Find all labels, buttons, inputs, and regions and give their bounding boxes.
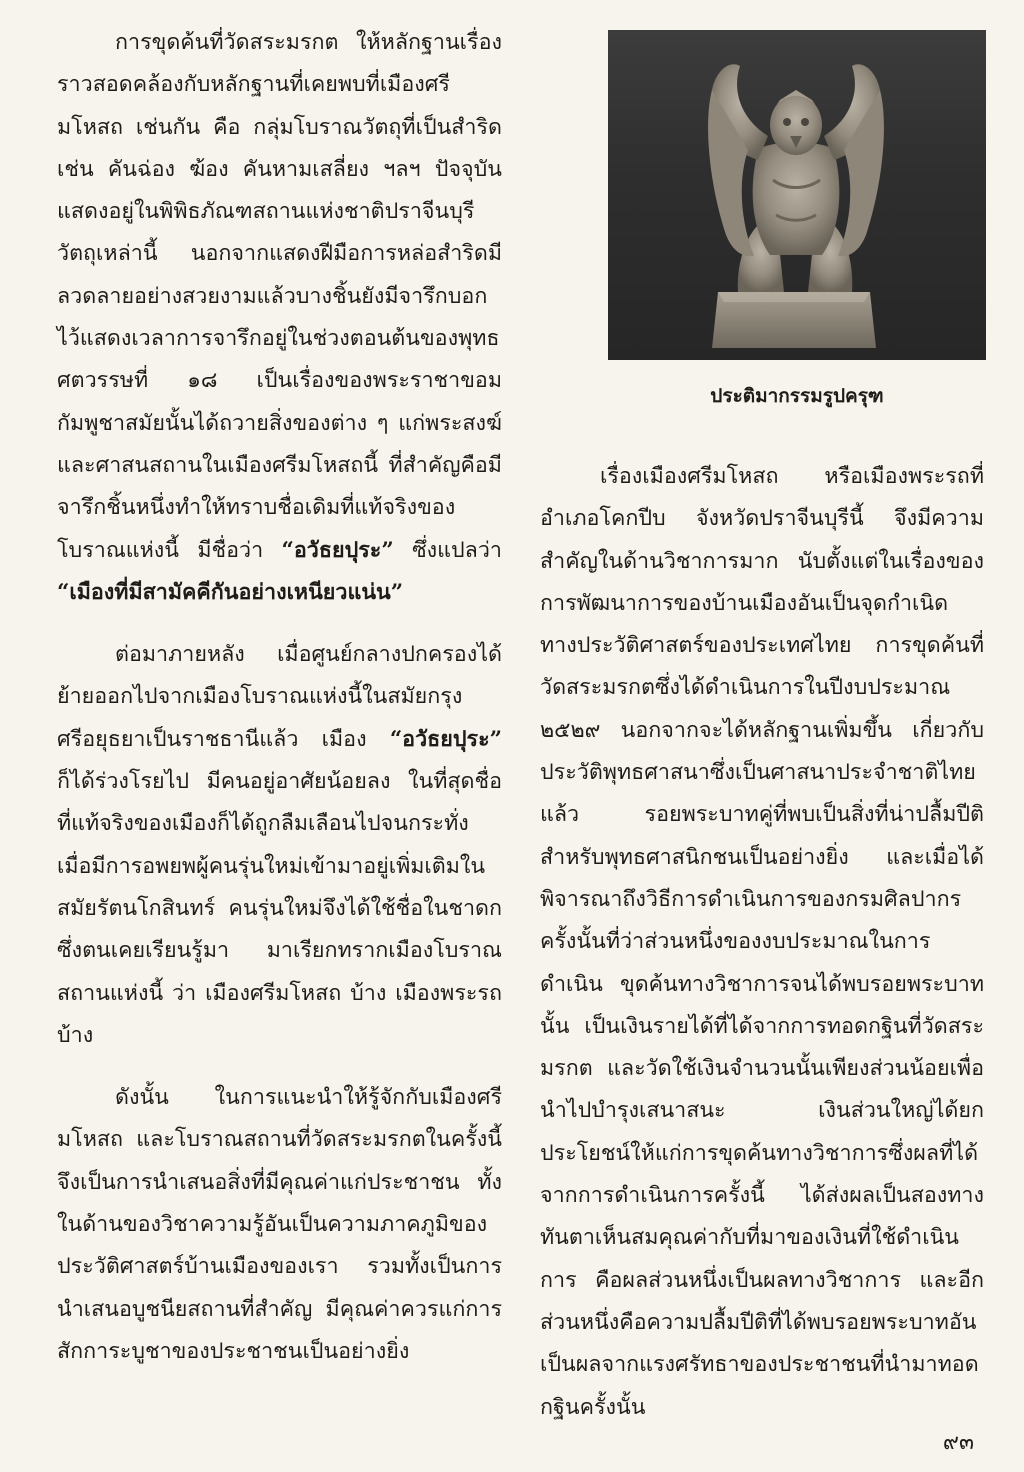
- left-column: [57, 22, 502, 1373]
- garuda-sculpture-drawing: [608, 30, 986, 360]
- page-number: ๙๓: [942, 1430, 974, 1455]
- left-paragraph-1: [57, 22, 502, 614]
- text-run: การขุดค้นที่วัดสระมรกต ให้หลักฐานเรื่องราวสอดคล้องกับหลักฐานที่เคยพบที่เมืองศรีมโหสถ เช่นกัน คือ กลุ่มโบราณวัตถุที่เป็นสำริด เช่น คันฉ่อง ฆ้อง คันหามเสลี่ยง ฯลฯ ปัจจุบันแสดงอยู่ในพิพิธภัณฑสถานแห่งชาติปราจีนบุรี วัตถุเหล่านี้ นอกจากแสดงฝีมือการหล่อสำริดมีลวดลายอย่างสวยงามแล้วบางชิ้นยังมีจารึกบอกไว้แสดงเวลาการจารึกอยู่ในช่วงตอนต้นของพุทธศตวรรษที่ ๑๘ เป็นเรื่องของพระราชาขอมกัมพูชาสมัยนั้นได้ถวายสิ่งของต่าง ๆ แก่พระสงฆ์และศาสนสถานในเมืองศรีมโหสถนี้ ที่สำคัญคือมีจารึกชิ้นหนึ่งทำให้ทราบชื่อเดิมที่แท้จริงของโบราณแห่งนี้ มีชื่อว่า: [57, 30, 502, 563]
- text-run: ก็ได้ร่วงโรยไป มีคนอยู่อาศัยน้อยลง ในที่สุดชื่อที่แท้จริงของเมืองก็ได้ถูกลืมเลือนไปจนกระทั่ง เมื่อมีการอพยพผู้คนรุ่นใหม่เข้ามาอยู่เพิ่มเติมในสมัยรัตนโกสินทร์ คนรุ่นใหม่จึงได้ใช้ชื่อในชาดกซึ่งตนเคยเรียนรู้มา มาเรียกทรากเมืองโบราณสถานแห่งนี้ ว่า เมืองศรีมโหสถ บ้าง เมืองพระรถบ้าง: [57, 769, 502, 1048]
- right-column: [540, 456, 984, 1429]
- bold-city-name: “อวัธยปุระ”: [389, 726, 502, 752]
- bold-city-meaning: “เมืองที่มีสามัคคีกันอย่างเหนียวแน่น”: [57, 579, 404, 605]
- text-run: ต่อมาภายหลัง เมื่อศูนย์กลางปกครองได้ย้ายออกไปจากเมืองโบราณแห่งนี้ในสมัยกรุงศรีอยุธยาเป็นราชธานีแล้ว เมือง: [57, 642, 502, 752]
- text-run: ซึ่งแปลว่า: [393, 537, 502, 563]
- figure-caption: ประติมากรรมรูปครุฑ: [710, 385, 884, 407]
- left-paragraph-3: ดังนั้น ในการแนะนำให้รู้จักกับเมืองศรีมโหสถ และโบราณสถานที่วัดสระมรกตในครั้งนี้จึงเป็นการนำเสนอสิ่งที่มีคุณค่าแก่ประชาชน ทั้งในด้านของวิชาความรู้อันเป็นความภาคภูมิของประวัติศาสตร์บ้านเมืองของเรา รวมทั้งเป็นการนำเสนอบูชนียสถานที่สำคัญ มีคุณค่าควรแก่การสักการะบูชาของประชาชนเป็นอย่างยิ่ง: [57, 1085, 502, 1364]
- garuda-statue-photo-icon: [608, 30, 986, 360]
- left-paragraph-2: [57, 634, 502, 1057]
- bold-city-name: “อวัธยปุระ”: [281, 537, 394, 563]
- right-paragraph-1: เรื่องเมืองศรีมโหสถ หรือเมืองพระรถที่อำเภอโคกปีบ จังหวัดปราจีนบุรีนี้ จึงมีความสำคัญในด้านวิชาการมาก นับตั้งแต่ในเรื่องของการพัฒนาการของบ้านเมืองอันเป็นจุดกำเนิดทางประวัติศาสตร์ของประเทศไทย การขุดค้นที่วัดสระมรกตซึ่งได้ดำเนินการในปีงบประมาณ ๒๕๒๙ นอกจากจะได้หลักฐานเพิ่มขึ้น เกี่ยวกับประวัติพุทธศาสนาซึ่งเป็นศาสนาประจำชาติไทยแล้ว รอยพระบาทคู่ที่พบเป็นสิ่งที่น่าปลื้มปีติ สำหรับพุทธศาสนิกชนเป็นอย่างยิ่ง และเมื่อได้พิจารณาถึงวิธีการดำเนินการของกรมศิลปากรครั้งนั้นที่ว่าส่วนหนึ่งของงบประมาณในการดำเนิน ขุดค้นทางวิชาการจนได้พบรอยพระบาทนั้น เป็นเงินรายได้ที่ได้จากการทอดกฐินที่วัดสระมรกต และวัดใช้เงินจำนวนนั้นเพียงส่วนน้อยเพื่อนำไปบำรุงเสนาสนะ เงินส่วนใหญ่ได้ยกประโยชน์ให้แก่การขุดค้นทางวิชาการซึ่งผลที่ได้จากการดำเนินการครั้งนี้ ได้ส่งผลเป็นสองทางทันตาเห็นสมคุณค่ากับที่มาของเงินที่ใช้ดำเนินการ คือผลส่วนหนึ่งเป็นผลทางวิชาการ และอีกส่วนหนึ่งคือความปลื้มปีติที่ได้พบรอยพระบาทอันเป็นผลจากแรงศรัทธาของประชาชนที่นำมาทอดกฐินครั้งนั้น: [540, 464, 984, 1420]
